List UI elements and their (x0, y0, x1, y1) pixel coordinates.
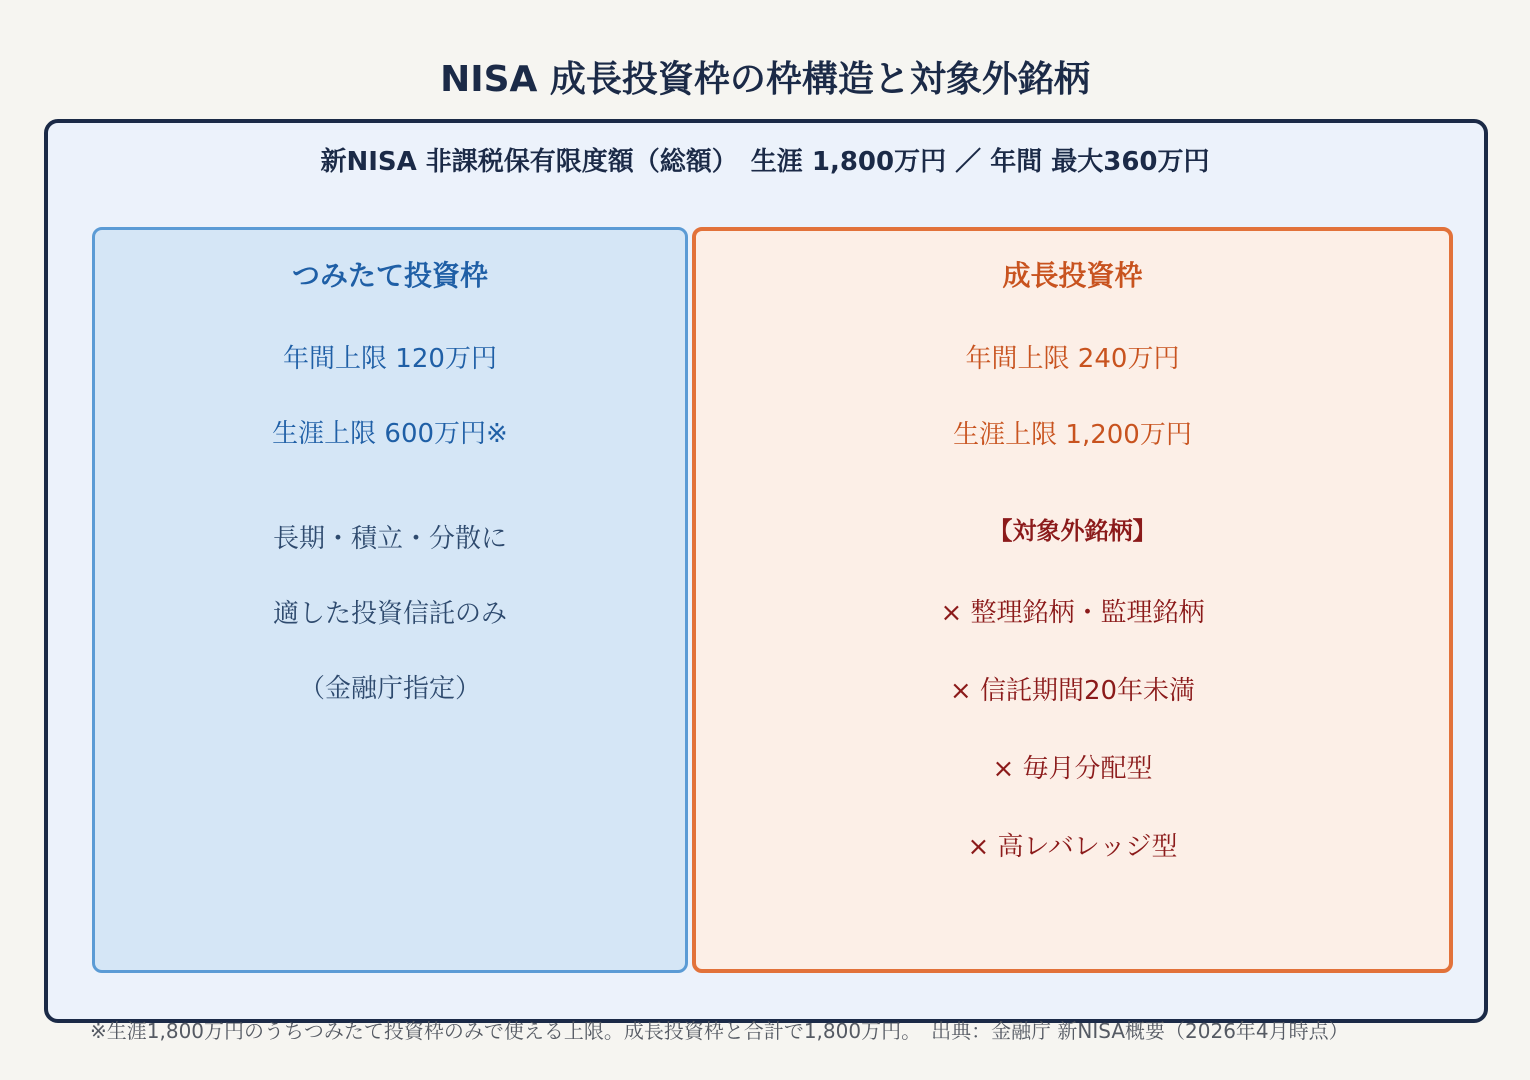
tsumitate-lifetime-limit: 生涯上限 600万円※ (272, 419, 508, 449)
footnote: ※生涯1,800万円のうちつみたて投資枠のみで使える上限。成長投資枠と合計で1,800万円。 出典：金融庁 新NISA概要（2026年4月時点） (90, 1019, 1349, 1043)
total-limit-banner: 新NISA 非課税保有限度額（総額） 生涯 1,800万円 ／ 年間 最大360万円 (320, 147, 1210, 177)
tsumitate-annual-limit: 年間上限 120万円 (283, 344, 497, 374)
excluded-item: × 整理銘柄・監理銘柄 (940, 598, 1205, 628)
growth-frame (692, 227, 1453, 973)
tsumitate-description-line: 適した投資信託のみ (272, 599, 507, 629)
diagram-title: NISA 成長投資枠の枠構造と対象外銘柄 (440, 59, 1090, 100)
excluded-heading: 【対象外銘柄】 (988, 517, 1157, 545)
growth-lifetime-limit: 生涯上限 1,200万円 (953, 420, 1192, 450)
tsumitate-frame (92, 227, 688, 973)
excluded-item: × 信託期間20年未満 (949, 676, 1196, 706)
growth-heading: 成長投資枠 (1002, 259, 1143, 292)
tsumitate-description-line: 長期・積立・分散に (272, 524, 507, 554)
tsumitate-heading: つみたて投資枠 (291, 259, 488, 292)
excluded-item: × 毎月分配型 (992, 754, 1153, 784)
tsumitate-description-line: （金融庁指定） (298, 674, 481, 704)
excluded-item: × 高レバレッジ型 (967, 832, 1178, 862)
growth-annual-limit: 年間上限 240万円 (965, 344, 1180, 374)
